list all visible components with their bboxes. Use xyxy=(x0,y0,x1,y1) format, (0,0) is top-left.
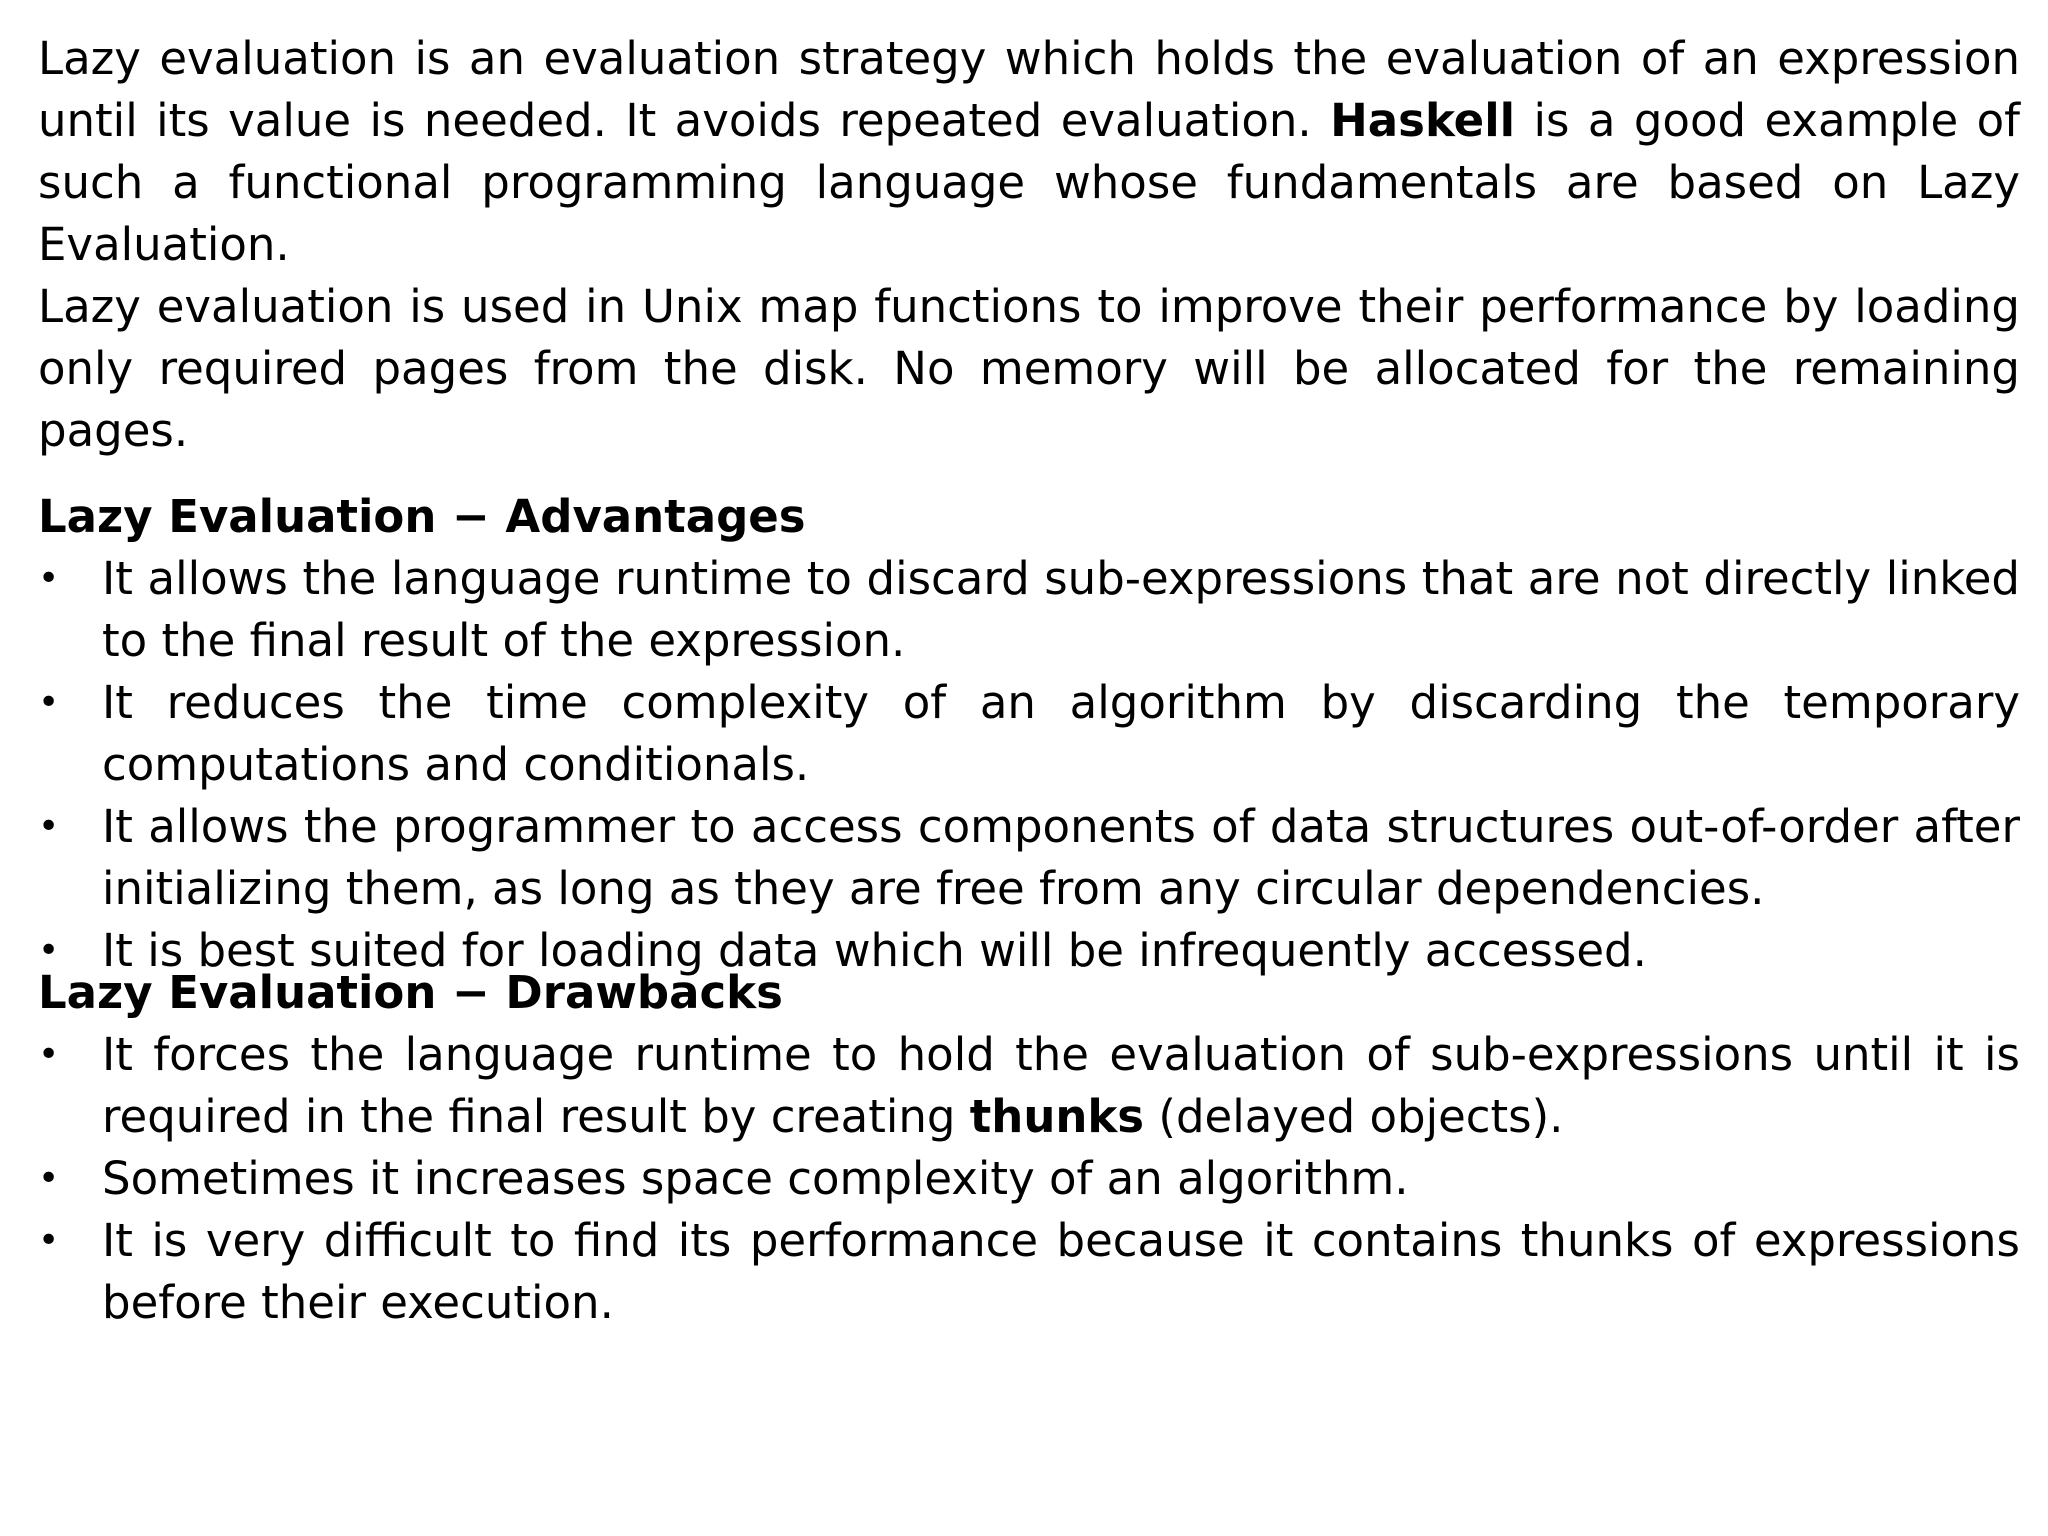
bullet-icon: • xyxy=(38,1220,60,1261)
bullet-icon: • xyxy=(38,806,60,847)
drawback-text: It is very difficult to find its performance because it contains thunks of expressions before their execution. xyxy=(102,1214,2020,1329)
list-item xyxy=(38,796,2020,920)
list-item xyxy=(38,1210,2020,1334)
bullet-icon: • xyxy=(38,558,60,599)
drawback-text: Sometimes it increases space complexity of an algorithm. xyxy=(102,1152,1409,1205)
thunks-term: thunks xyxy=(969,1090,1145,1143)
list-item xyxy=(38,920,2020,977)
drawback-text: It forces the language runtime to hold the evaluation of sub-expressions until it is required in the final result by creating xyxy=(102,1028,2020,1143)
advantage-text: It allows the language runtime to discard sub-expressions that are not directly linked to the final result of the expression. xyxy=(102,552,2020,667)
advantage-text: It is best suited for loading data which will be infrequently accessed. xyxy=(102,924,1647,977)
bullet-icon: • xyxy=(38,930,60,971)
list-item xyxy=(38,672,2020,796)
advantages-list xyxy=(38,548,2020,977)
list-item xyxy=(38,1148,2020,1210)
drawback-text-tail: (delayed objects). xyxy=(1158,1090,1564,1143)
drawbacks-list xyxy=(38,1024,2020,1334)
advantage-text: It reduces the time complexity of an algorithm by discarding the temporary computations and conditionals. xyxy=(102,676,2020,791)
intro-text-1: Lazy evaluation is an evaluation strategy which holds the evaluation of an expression until its value is needed. It avoids repeated evaluation. xyxy=(38,32,2020,147)
list-item xyxy=(38,548,2020,672)
drawbacks-heading: Lazy Evaluation − Drawbacks xyxy=(38,966,783,1019)
bullet-icon: • xyxy=(38,1034,60,1075)
bullet-icon: • xyxy=(38,1158,60,1199)
intro-paragraph-1 xyxy=(38,28,2020,276)
advantage-text: It allows the programmer to access components of data structures out-of-order after initializing them, as long as they are free from any circular dependencies. xyxy=(102,800,2020,915)
haskell-term: Haskell xyxy=(1330,94,1516,147)
bullet-icon: • xyxy=(38,682,60,723)
list-item xyxy=(38,1024,2020,1148)
intro-text-2: is a good example of such a functional programming language whose fundamentals are based on Lazy Evaluation. xyxy=(38,94,2020,271)
document-body xyxy=(38,28,2020,1334)
intro-paragraph-2: Lazy evaluation is used in Unix map functions to improve their performance by loading only required pages from the disk. No memory will be allocated for the remaining pages. xyxy=(38,280,2020,457)
advantages-heading: Lazy Evaluation − Advantages xyxy=(38,490,806,543)
